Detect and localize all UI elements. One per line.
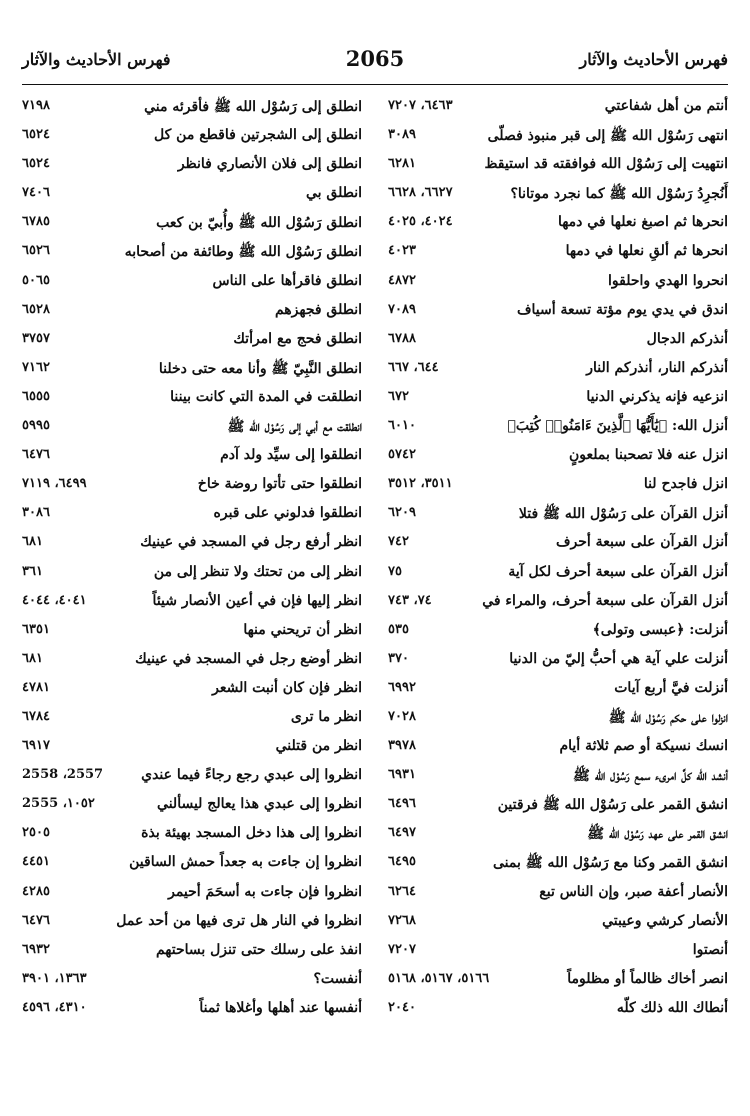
index-entry <box>388 383 728 412</box>
entry-text: انتهى رَسُوْل الله ﷺ إلى قبر منبوذ فصلّى <box>487 128 728 145</box>
index-entry <box>22 528 362 557</box>
entry-text: انطلق رَسُوْل الله ﷺ وطائفة من أصحابه <box>124 244 362 261</box>
entry-text: انطلق إلى رَسُوْل الله ﷺ فأقرئه مني <box>144 99 362 115</box>
entry-text: انظروا إلى عبدي هذا يعالج ليسألني <box>157 796 362 813</box>
entry-refs: ٦٣٥١ <box>22 621 50 637</box>
index-entry <box>388 325 728 354</box>
index-entry <box>22 703 362 732</box>
entry-refs: ٧٤٠٦ <box>22 185 50 201</box>
index-entry <box>388 732 728 761</box>
entry-text: انطلق إلى فلان الأنصاري فانظر <box>177 156 362 173</box>
entry-refs: ٦٨١ <box>22 534 43 550</box>
index-entry <box>22 412 362 441</box>
running-title-left: فهرس الأحاديث والآثار <box>22 50 171 69</box>
index-entry <box>388 616 728 645</box>
entry-refs: ٥١٦٦، ٥١٦٧، ٥١٦٨ <box>388 970 490 986</box>
entry-text: انطلق فاقرأها على الناس <box>212 272 362 289</box>
index-entry <box>22 237 362 266</box>
entry-text: انطلقوا حتى تأتوا روضة خاخ <box>197 476 362 493</box>
entry-text: انصر أخاك ظالماً أو مظلوماً <box>567 970 728 987</box>
index-entry <box>22 558 362 587</box>
index-entry <box>388 237 728 266</box>
entry-refs: ٧٢٦٨ <box>388 912 416 928</box>
entry-refs: ٣٥١١، ٣٥١٢ <box>388 476 453 492</box>
index-entry <box>22 761 362 790</box>
entry-text: انطلق فحج مع امرأتك <box>233 330 362 347</box>
entry-refs: ٤٢٨٥ <box>22 883 50 899</box>
entry-refs: ٧٢٠٧ <box>388 941 416 957</box>
entry-refs: ٣٠٨٩ <box>388 127 416 143</box>
entry-refs: ٥٠٦٥ <box>22 272 50 288</box>
index-entry <box>22 819 362 848</box>
entry-refs: ٢٠٤٠ <box>388 999 416 1015</box>
entry-refs: ٧١٦٢ <box>22 359 50 375</box>
entry-refs: ٦٤٩٦ <box>388 796 416 812</box>
index-entry <box>388 267 728 296</box>
entry-refs: ٣٧٠ <box>388 650 409 666</box>
entry-refs: 2557، 2558 <box>22 767 104 783</box>
entry-refs: ٤٠٢٣ <box>388 243 416 259</box>
index-entry <box>388 848 728 877</box>
entry-refs: ٦٢٠٩ <box>388 505 416 521</box>
entry-refs: ٦٤٧٦ <box>22 447 50 463</box>
entry-refs: ٦٩٣١ <box>388 767 416 783</box>
entry-text: انظروا إلى هذا دخل المسجد بهيئة بذة <box>141 825 362 842</box>
index-entry <box>388 208 728 237</box>
entry-refs: ٧٠٢٨ <box>388 708 416 724</box>
entry-refs: ٦٠١٠ <box>388 418 416 434</box>
entry-refs: ٤٧٨١ <box>22 679 50 695</box>
entry-refs: ٥٧٤٢ <box>388 447 416 463</box>
index-entry <box>22 790 362 819</box>
entry-refs: ٦٧٢ <box>388 388 409 404</box>
entry-refs: ٦٤٩٩، ٧١١٩ <box>22 476 87 492</box>
entry-text: انظروا في النار هل ترى فيها من أحد عمل <box>116 912 362 929</box>
entry-refs: ٣٧٥٧ <box>22 330 50 346</box>
entry-text: انفذ على رسلك حتى تنزل بساحتهم <box>155 941 362 958</box>
index-entry <box>388 296 728 325</box>
entry-text: انظروا إلى عبدي رجع رجاءً فيما عندي <box>141 767 362 784</box>
index-entry <box>388 558 728 587</box>
entry-text: انظر من قتلني <box>275 738 362 755</box>
entry-text: الأنصار أعفة صبر، وإن الناس تبع <box>539 883 728 900</box>
entry-refs: ٤٨٧٢ <box>388 272 416 288</box>
entry-refs: ١٠٥٢، 2555 <box>22 796 95 812</box>
entry-text: انشق القمر على رَسُوْل الله ﷺ فرقتين <box>497 797 728 814</box>
entry-text: انظر إلى من تحتك ولا تنظر إلى من <box>153 563 362 580</box>
index-entry <box>388 412 728 441</box>
entry-refs: ٦٥٥٥ <box>22 388 50 404</box>
entry-text: أنزل القرآن على رَسُوْل الله ﷺ فتلا <box>518 506 728 523</box>
entry-text: أنزلت: ﴿عبسى وتولى﴾ <box>592 621 728 638</box>
index-entry <box>388 441 728 470</box>
index-entry <box>22 150 362 179</box>
entry-refs: ٦٥٢٤ <box>22 156 50 172</box>
entry-refs: ١٣٦٣، ٣٩٠١ <box>22 970 87 986</box>
index-entry <box>388 92 728 121</box>
entry-refs: ٦٤٤، ٦٦٧ <box>388 359 439 375</box>
index-entry <box>388 528 728 557</box>
index-entry <box>22 994 362 1023</box>
entry-text: انطلقت في المدة التي كانت بيننا <box>170 388 362 405</box>
entry-refs: ٦٩١٧ <box>22 738 50 754</box>
entry-refs: ٦٤٦٣، ٧٢٠٧ <box>388 98 453 113</box>
index-column-left <box>22 92 362 1102</box>
entry-text: انشق القمر وكنا مع رَسُوْل الله ﷺ بمنى <box>493 855 728 872</box>
index-entry <box>388 965 728 994</box>
entry-text: انطلق النَّبِيّ ﷺ وأنا معه حتى دخلنا <box>158 360 362 377</box>
entry-refs: ٤٠٢٤، ٤٠٢٥ <box>388 214 453 230</box>
index-entry <box>22 296 362 325</box>
entry-text: انزلوا على حكم رَسُوْل الله ﷺ <box>608 709 728 726</box>
index-entry <box>22 383 362 412</box>
index-entry <box>22 441 362 470</box>
header-rule <box>22 84 728 85</box>
index-entry <box>388 761 728 790</box>
entry-text: انظر ما ترى <box>290 708 362 725</box>
entry-refs: ٤٣١٠، ٤٥٩٦ <box>22 999 87 1015</box>
index-entry <box>22 499 362 528</box>
entry-refs: ٧٤٢ <box>388 534 409 550</box>
index-column-right <box>388 92 728 1102</box>
entry-refs: ٦٢٨١ <box>388 156 416 172</box>
entry-text: انزل عنه فلا تصحبنا بملعونٍ <box>569 447 728 464</box>
entry-text: انظر أرفع رجل في المسجد في عينيك <box>140 534 362 551</box>
entry-refs: ٦٥٢٦ <box>22 243 50 259</box>
entry-text: انزل فاجدح لنا <box>643 476 728 493</box>
index-entry <box>388 790 728 819</box>
index-entry <box>22 208 362 237</box>
entry-text: انشق القمر على عهد رَسُوْل الله ﷺ <box>587 826 728 843</box>
entry-text: أنفسها عند أهلها وأغلاها ثمناً <box>199 999 362 1016</box>
entry-refs: ٣٩٧٨ <box>388 738 416 754</box>
entry-text: أنشد الله كلَّ امرىء سمع رَسُوْل الله ﷺ <box>573 768 728 785</box>
index-entry <box>388 645 728 674</box>
entry-text: انحرها ثم اصبغ نعلها في دمها <box>557 214 728 231</box>
entry-refs: ٤٤٥١ <box>22 854 50 870</box>
entry-text: أنزل الله: ﴿يَٰأَيُّهَا ٱلَّذِينَ ءَامَنُوا۟ كُتِبَ﴾ <box>507 418 728 435</box>
index-entry <box>22 907 362 936</box>
index-entry <box>388 354 728 383</box>
entry-refs: ٢٥٠٥ <box>22 825 50 841</box>
entry-refs: ٤٠٤١، ٤٠٤٤ <box>22 592 87 608</box>
entry-refs: ٦٧٨٥ <box>22 214 50 230</box>
index-entry <box>22 848 362 877</box>
running-title-right: فهرس الأحاديث والآثار <box>579 50 728 69</box>
index-entry <box>22 179 362 208</box>
entry-text: انظروا فإن جاءت به أسحَمَ أحيمر <box>168 883 362 900</box>
entry-text: انطلقوا فدلوني على قبره <box>213 505 362 522</box>
entry-refs: ٥٩٩٥ <box>22 418 50 434</box>
entry-text: انزعيه فإنه يذكرني الدنيا <box>586 388 728 405</box>
entry-refs: ٥٣٥ <box>388 621 409 637</box>
entry-refs: ٧١٩٨ <box>22 98 50 113</box>
entry-refs: ٣٠٨٦ <box>22 505 50 521</box>
index-entry <box>22 965 362 994</box>
index-entry <box>22 674 362 703</box>
entry-text: أنزل القرآن على سبعة أحرف لكل آية <box>508 563 728 580</box>
entry-refs: ٦٨١ <box>22 650 43 666</box>
page-number: 2065 <box>345 46 405 71</box>
entry-refs: ٦٢٦٤ <box>388 883 416 899</box>
index-entry <box>388 121 728 150</box>
entry-refs: ٦٤٩٧ <box>388 825 416 841</box>
index-entry <box>22 645 362 674</box>
entry-text: انظر إليها فإن في أعين الأنصار شيئاً <box>152 592 362 609</box>
entry-text: انطلقوا إلى سيِّد ولد آدم <box>220 447 362 464</box>
entry-text: أنذركم الدجال <box>646 330 728 347</box>
entry-text: أنصتوا <box>692 941 728 958</box>
entry-text: انظر أن تريحني منها <box>243 621 362 638</box>
entry-text: انحروا الهدي واحلقوا <box>607 272 728 289</box>
entry-refs: ٧٠٨٩ <box>388 301 416 317</box>
entry-text: أنزل القرآن على سبعة أحرف <box>556 534 728 551</box>
entry-text: أنزل القرآن على سبعة أحرف، والمراء في <box>482 592 728 609</box>
entry-text: انطلقت مع أبي إلى رَسُوْل الله ﷺ <box>227 419 362 436</box>
entry-text: انحرها ثم ألقِ نعلها في دمها <box>565 243 728 260</box>
entry-refs: ٧٤، ٧٤٣ <box>388 592 432 608</box>
index-entry <box>388 674 728 703</box>
index-entry <box>22 354 362 383</box>
index-entry <box>22 732 362 761</box>
entry-refs: ٦٩٣٢ <box>22 941 50 957</box>
index-entry <box>22 325 362 354</box>
index-entry <box>22 92 362 121</box>
index-entry <box>388 470 728 499</box>
entry-refs: ٦٩٩٢ <box>388 679 416 695</box>
entry-text: انتهيت إلى رَسُوْل الله فوافقته قد استيقظ <box>484 156 728 173</box>
entry-refs: ٦٤٩٥ <box>388 854 416 870</box>
entry-text: اندق في يدي يوم مؤتة تسعة أسياف <box>516 301 728 318</box>
entry-text: انطلق بي <box>305 185 362 202</box>
entry-refs: ٦٥٢٨ <box>22 301 50 317</box>
entry-refs: ٣٦١ <box>22 563 43 579</box>
entry-text: انظر فإن كان أنبت الشعر <box>212 679 362 696</box>
index-entry <box>388 179 728 208</box>
entry-refs: ٦٥٢٤ <box>22 127 50 143</box>
entry-refs: ٦٧٨٨ <box>388 330 416 346</box>
index-entry <box>388 703 728 732</box>
entry-text: انسك نسيكة أو صم ثلاثة أيام <box>559 738 728 755</box>
index-entry <box>388 878 728 907</box>
entry-refs: ٦٤٧٦ <box>22 912 50 928</box>
entry-refs: ٦٧٨٤ <box>22 708 50 724</box>
index-entry <box>388 907 728 936</box>
index-entry <box>22 121 362 150</box>
index-entry <box>388 587 728 616</box>
page-header <box>22 44 728 80</box>
index-entry <box>388 936 728 965</box>
index-entry <box>388 150 728 179</box>
entry-text: أنزلت علي آية هي أحبُّ إليّ من الدنيا <box>509 650 728 667</box>
index-entry <box>22 878 362 907</box>
index-entry <box>22 470 362 499</box>
entry-text: انطلق رَسُوْل الله ﷺ وأُبيّ بن كعب <box>156 215 362 232</box>
index-entry <box>22 587 362 616</box>
entry-text: أنزلت فيَّ أربع آيات <box>614 679 728 696</box>
entry-refs: ٧٥ <box>388 563 402 579</box>
entry-text: أنفست؟ <box>313 970 362 987</box>
entry-text: أنتم من أهل شفاعتي <box>604 98 728 114</box>
entry-text: أَنُجرِدُ رَسُوْل الله ﷺ كما نجرد موتانا؟ <box>510 186 728 203</box>
index-entry <box>388 819 728 848</box>
index-entry <box>388 499 728 528</box>
entry-text: انظر أوضع رجل في المسجد في عينيك <box>135 650 362 667</box>
entry-text: انظروا إن جاءت به جعداً حمش الساقين <box>129 854 362 871</box>
index-entry <box>22 616 362 645</box>
entry-text: أنذركم النار، أنذركم النار <box>586 359 728 376</box>
index-entry <box>388 994 728 1023</box>
entry-text: الأنصار كرشي وعيبتي <box>602 912 728 929</box>
entry-refs: ٦٦٢٧، ٦٦٢٨ <box>388 185 453 201</box>
entry-text: انطلق فجهزهم <box>274 301 362 318</box>
entry-text: انطلق إلى الشجرتين فاقطع من كل <box>154 127 362 144</box>
index-entry <box>22 267 362 296</box>
entry-text: أنطاك الله ذلك كلّه <box>616 999 728 1016</box>
index-entry <box>22 936 362 965</box>
